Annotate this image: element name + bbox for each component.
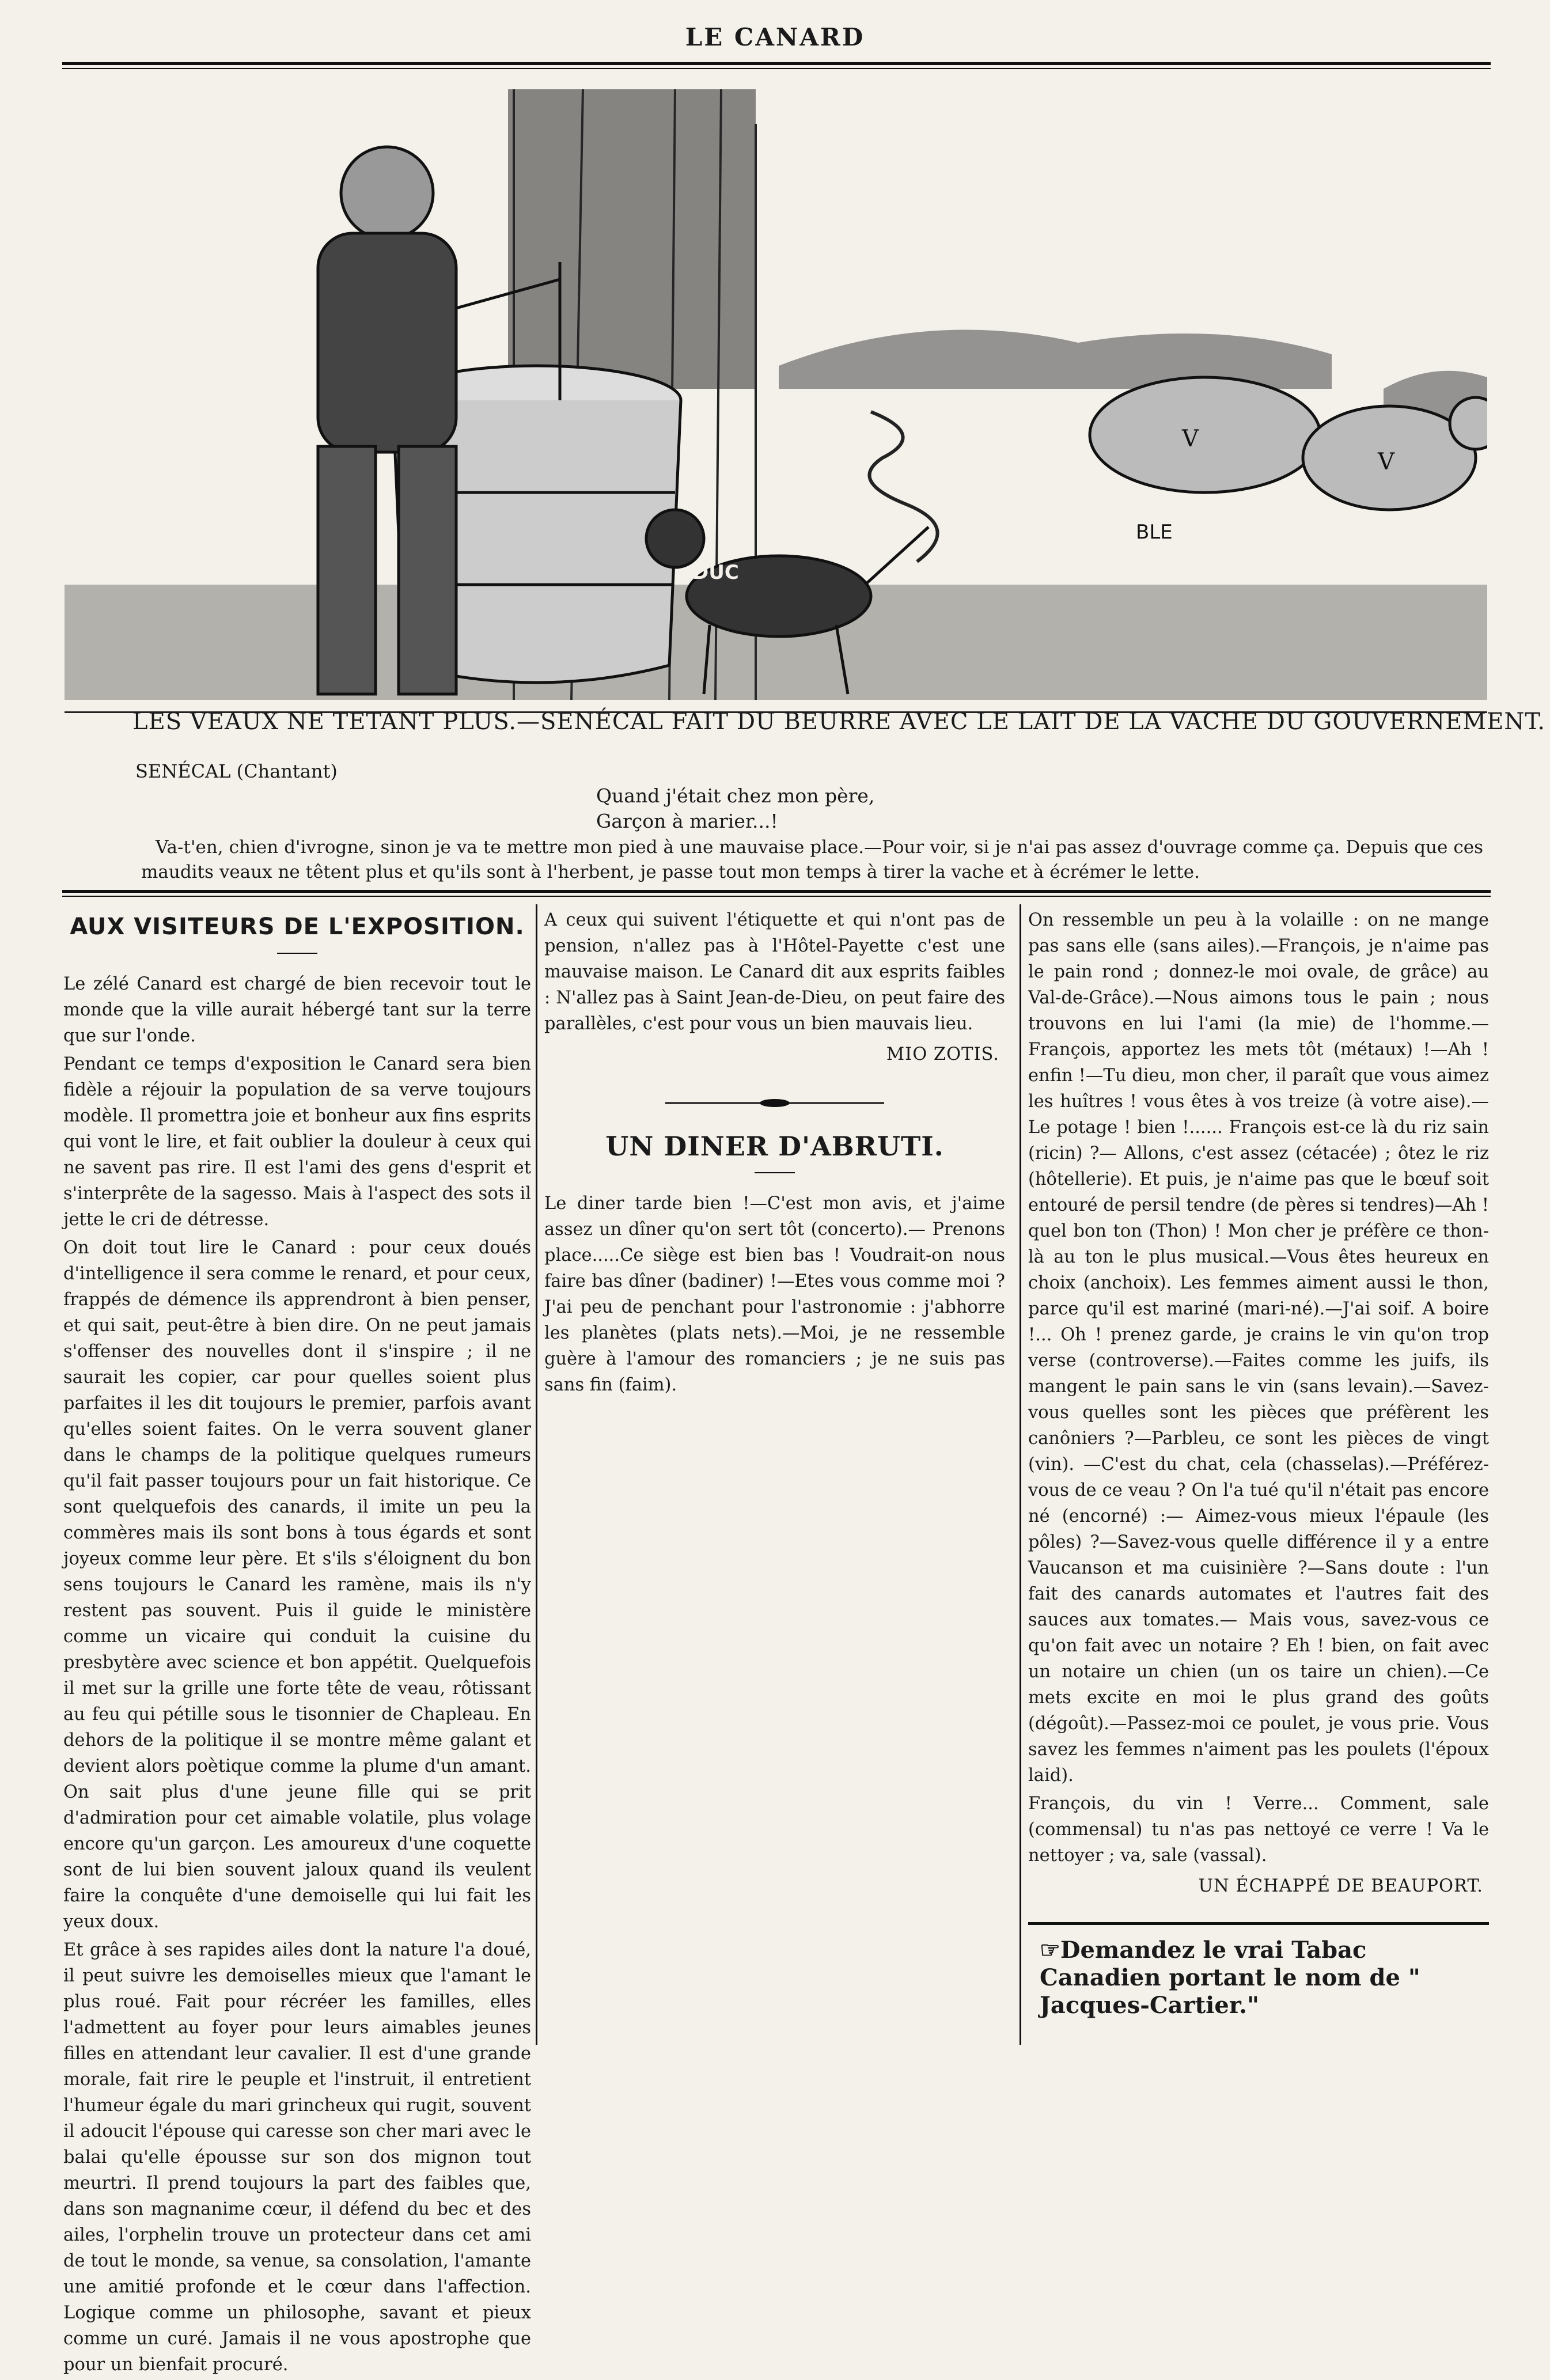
article1-title: AUX VISITEURS DE L'EXPOSITION. [70,914,525,940]
article1-paragraph-4: Et grâce à ses rapides ailes dont la nature l'a doué, il peut suivre les demoiselles mieux que l'amant le plus roué. Fait pour récréer les familles, elles l'admettent au foyer pour leurs aimables jeunes filles en attendant leur cavalier. Il est d'une grande morale, fait rire le peuple et l'instruit, il entretient l'humeur égale du mari grincheux qui rugit, souvent il adoucit l'épouse qui caresse son cher mari avec le balai qu'elle épousse sur son dos mignon tout meurtri. Il prend toujours la part des faibles que, dans son magnanime cœur, il défend du bec et des ailes, l'orphelin trouve un protecteur dans cet ami de tout le monde, sa venue, sa consolation, l'amante une amitié profonde et le cœur dans l'affection. Logique comme un philosophe, savant et pieux comme un curé. Jamais il ne vous apostrophe que pour un bienfait procuré. [63,1940,531,2375]
article1-paragraph-3: On doit tout lire le Canard : pour ceux doués d'intelligence il sera comme le renard, et pour ceux, frappés de démence ils apprendront à bien penser, et qui sait, peut-être à bien dire. On ne peut jamais s'offenser des nouvelles dont il s'inspire ; il ne saurait les copier, car pour quelles soient plus parfaites il les dit toujours le premier, parfois avant qu'elles soient faites. On le verra souvent glaner dans le champs de la politique quelques rumeurs qu'il fait passer toujours pour un fait historique. Ce sont quelquefois des canards, il imite un peu la commères mais ils sont bons à tous égards et sont joyeux comme leur père. Et s'ils s'éloignent du bon sens toujours le Canard les ramène, mais ils n'y restent pas souvent. Puis il guide le ministère comme un vicaire qui conduit la cuisine du presbytère avec science et bon appétit. Quelquefois il met sur la grille une forte tête de veau, rôtissant au feu qui pétille sous le tisonnier de Chapleau. En dehors de la politique il se montre même galant et devient alors poètique comme la plume d'un amant. On sait plus d'une jeune fille qui se prit d'admiration pour cet aimable volatile, plus volage encore qu'un garçon. Les amoureux d'une coquette sont de lui bien souvent jaloux quand ils veulent faire la conquête d'une demoiselle qui lui fait les yeux doux. [63,1238,531,1932]
column-separator-2 [1020,904,1021,2045]
article1-signature: MIO ZOTIS. [886,1044,999,1064]
masthead-rule [62,62,1491,65]
masthead: LE CANARD [685,23,865,51]
article1-paragraph-5: A ceux qui suivent l'étiquette et qui n'ont pas de pension, n'allez pas à l'Hôtel-Payette c'est une mauvaise maison. Le Canard dit aux esprits faibles : N'allez pas à Saint Jean-de-Dieu, on peut faire des parallèles, c'est pour vous un bien mauvais lieu. [544,910,1005,1034]
ornament-divider [544,1090,1005,1116]
column-2 [544,907,1005,1400]
cow-label-2: V [1378,449,1394,475]
article2-paragraph-2: On ressemble un peu à la volaille : on ne mange pas sans elle (sans ailes).—François, je n'aime pas le pain rond ; donnez-le moi ovale, de grâce) au Val-de-Grâce).—Nous aimons tous le pain ; nous trouvons en lui l'ami (la mie) de l'homme.—François, apportez les mets tôt (métaux) !—Ah ! enfin !—Tu dieu, mon cher, il paraît que vous aimez les huîtres ! vous êtes à vos treize (à votre aise).—Le potage ! bien !...... François est-ce là du riz sain (ricin) ?— Allons, c'est assez (cétacée) ; ôtez le riz (hôtellerie). Et puis, je n'aime pas que le bœuf soit entouré de persil tendre (de pères si tendres)—Ah ! quel bon ton (Thon) ! Mon cher je préfère ce thon-là au ton le plus musical.—Vous êtes heureux en choix (anchoix). Les femmes aiment aussi le thon, parce qu'il est mariné (mari-né).—J'ai soif. A boire !... Oh ! prenez garde, je crains le vin qu'on trop verse (controverse).—Faites comme les juifs, ils mangent le pain sans le vin (sans levain).—Savez-vous quelles sont les pièces que préfèrent les canôniers ?—Parbleu, ce sont les pièces de vingt (vin). —C'est du chat, cela (chasselas).—Préférez-vous de ce veau ? On l'a tué qu'il n'était pas encore né (encorné) :— Aimez-vous mieux l'épaule (les pôles) ?—Savez-vous quelle différence il y a entre Vaucanson et ma cuisinière ?—Sans doute : l'un fait des canards automates et l'autres fait des sauces aux tomates.— Mais vous, savez-vous ce qu'on fait avec un notaire ? Eh ! bien, on fait avec un notaire un chien (un os taire un chien).—Ce mets excite en moi le plus grand des goûts (dégoût).—Passez-moi ce poulet, je vous prie. Vous savez les femmes n'aiment pas les poulets (l'époux laid). [1028,910,1489,1786]
section-rule [62,890,1491,893]
cartoon-caption: LES VEAUX NE TETANT PLUS.—SENÉCAL FAIT DU BEURRE AVEC LE LAIT DE LA VACHE DU GOUVERNEMENT. [132,708,1545,735]
article1-paragraph-1: Le zélé Canard est chargé de bien recevoir tout le monde que la ville aurait hébergé tant sur la terre que sur l'onde. [63,974,531,1046]
article2-signature: UN ÉCHAPPÉ DE BEAUPORT. [1198,1876,1483,1896]
column-separator-1 [536,904,537,2045]
article2-paragraph-1: Le diner tarde bien !—C'est mon avis, et j'aime assez un dîner qu'on sert tôt (concerto).— Prenons place.....Ce siège est bien bas ! Voudrait-on nous faire bas dîner (badiner) !—Etes vous comme moi ? J'ai peu de penchant pour l'astronomie : j'abhorre les planètes (plats nets).—Moi, je ne ressemble guère à l'amour des romanciers ; je ne suis pas sans fin (faim). [544,1193,1005,1395]
article2-title: UN DINER D'ABRUTI. [605,1131,944,1162]
dog-collar-label: DUC [692,561,739,584]
cartoon-illustration [65,89,1487,713]
title-rule [277,953,317,954]
title-rule-2 [755,1172,795,1173]
column-1 [63,907,531,2380]
article1-paragraph-2: Pendant ce temps d'exposition le Canard sera bien fidèle a réjouir la population de sa verve toujours modèle. Il promettra joie et bonheur aux fins esprits qui vont le lire, et fait oublier la douleur à ceux qui ne savent pas rire. Il est l'ami des gens d'esprit et s'interprête de la sagesso. Mais à l'aspect des sots il jette le cri de détresse. [63,1054,531,1230]
cow-label-3: BLE [1136,521,1173,544]
cartoon-dialogue: Va-t'en, chien d'ivrogne, sinon je va te mettre mon pied à une mauvaise place.—Pour voir, si je n'ai pas assez d'ouvrage comme ça. Depuis que ces maudits veaux ne têtent plus et qu'ils sont à l'herbent, je passe tout mon temps à tirer la vache et à écrémer le lette. [141,837,1483,882]
cow-label-1: V [1182,426,1199,452]
section-rule-thin [62,896,1491,897]
cartoon-song-lyrics: Quand j'était chez mon père, Garçon à marier...! [596,785,875,832]
masthead-rule-thin [62,68,1491,69]
tobacco-advert: ☞Demandez le vrai Tabac Canadien portant le nom de " Jacques-Cartier." [1028,1922,1489,2019]
cartoon-speaker: SENÉCAL (Chantant) [135,760,338,782]
article2-paragraph-3: François, du vin ! Verre... Comment, sale (commensal) tu n'as pas nettoyé ce verre ! Va le nettoyer ; va, sale (vassal). [1028,1794,1489,1866]
column-3 [1028,907,1489,2019]
